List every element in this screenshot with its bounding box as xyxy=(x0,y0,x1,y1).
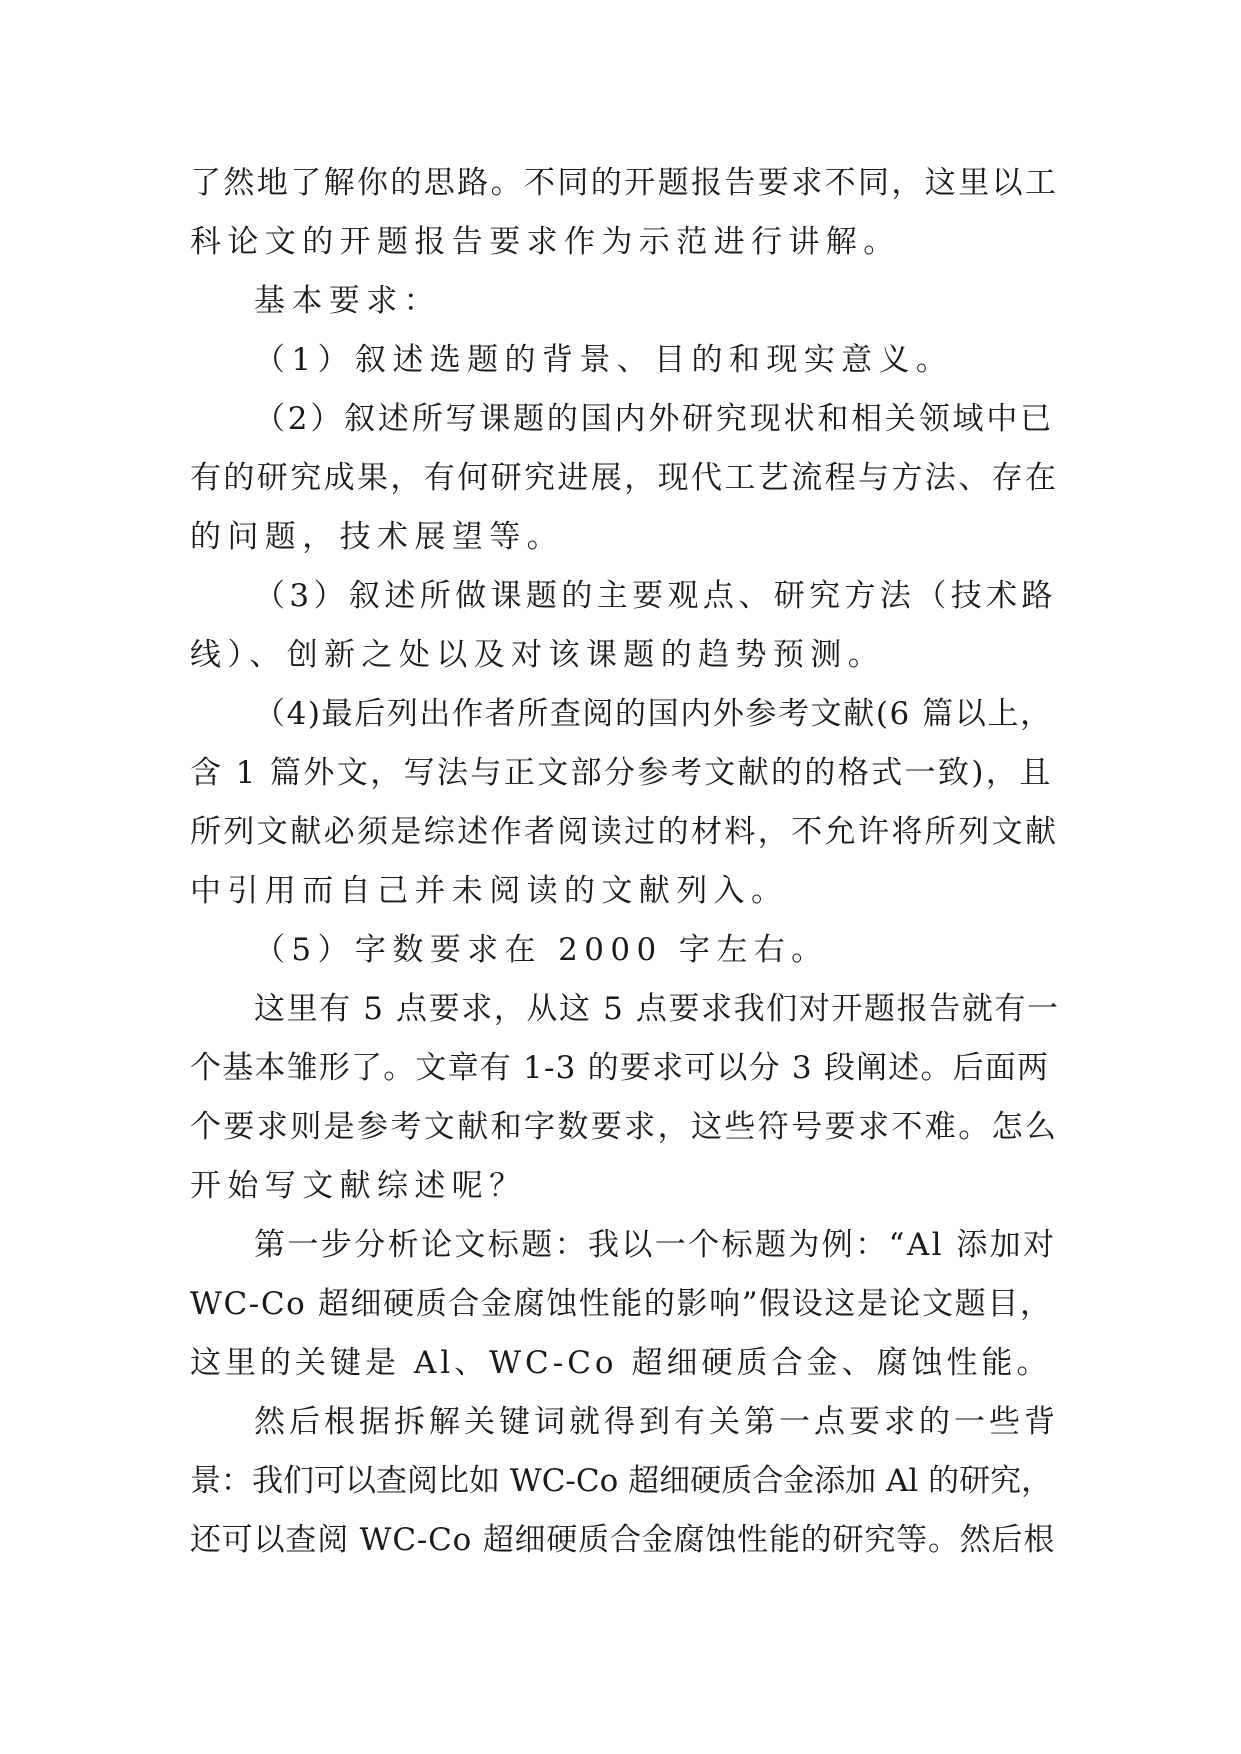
text-line: 了然地了解你的思路。不同的开题报告要求不同，这里以工 xyxy=(190,165,1059,201)
text-line: 科论文的开题报告要求作为示范进行讲解。 xyxy=(190,224,901,260)
text-line: （5）字数要求在 2000 字左右。 xyxy=(254,932,829,968)
text-line: 的问题，技术展望等。 xyxy=(190,519,564,555)
text-line: （4)最后列出作者所查阅的国内外参考文献(6 篇以上， xyxy=(254,696,1053,732)
text-line: 基本要求： xyxy=(254,283,441,319)
text-line: 这里有 5 点要求，从这 5 点要求我们对开题报告就有一 xyxy=(254,991,1060,1027)
text-line: 个要求则是参考文献和字数要求，这些符号要求不难。怎么 xyxy=(190,1109,1059,1145)
text-line: 线）、创新之处以及对该课题的趋势预测。 xyxy=(190,637,886,673)
text-line: 这里的关键是 Al、WC-Co 超细硬质合金、腐蚀性能。 xyxy=(190,1345,1052,1381)
text-line: 然后根据拆解关键词就得到有关第一点要求的一些背 xyxy=(254,1404,1059,1440)
text-line: （3）叙述所做课题的主要观点、研究方法（技术路 xyxy=(254,578,1057,614)
text-line: 含 1 篇外文，写法与正文部分参考文献的的格式一致)，且 xyxy=(190,755,1053,791)
text-line: 有的研究成果，有何研究进展，现代工艺流程与方法、存在 xyxy=(190,460,1059,496)
text-line: 景：我们可以查阅比如 WC-Co 超细硬质合金添加 Al 的研究， xyxy=(190,1463,1053,1499)
text-line: 中引用而自己并未阅读的文献列入。 xyxy=(190,873,789,909)
text-line: 开始写文献综述呢？ xyxy=(190,1168,527,1204)
text-line: WC-Co 超细硬质合金腐蚀性能的影响”假设这是论文题目， xyxy=(190,1286,1053,1322)
text-line: 所列文献必须是综述作者阅读过的材料，不允许将所列文献 xyxy=(190,814,1059,850)
text-line: 还可以查阅 WC-Co 超细硬质合金腐蚀性能的研究等。然后根 xyxy=(190,1522,1056,1558)
text-line: 个基本雏形了。文章有 1-3 的要求可以分 3 段阐述。后面两 xyxy=(190,1050,1050,1086)
text-line: 第一步分析论文标题：我以一个标题为例：“Al 添加对 xyxy=(254,1227,1057,1263)
text-line: （1）叙述选题的背景、目的和现实意义。 xyxy=(254,342,954,378)
text-line: （2）叙述所写课题的国内外研究现状和相关领域中已 xyxy=(254,401,1054,437)
